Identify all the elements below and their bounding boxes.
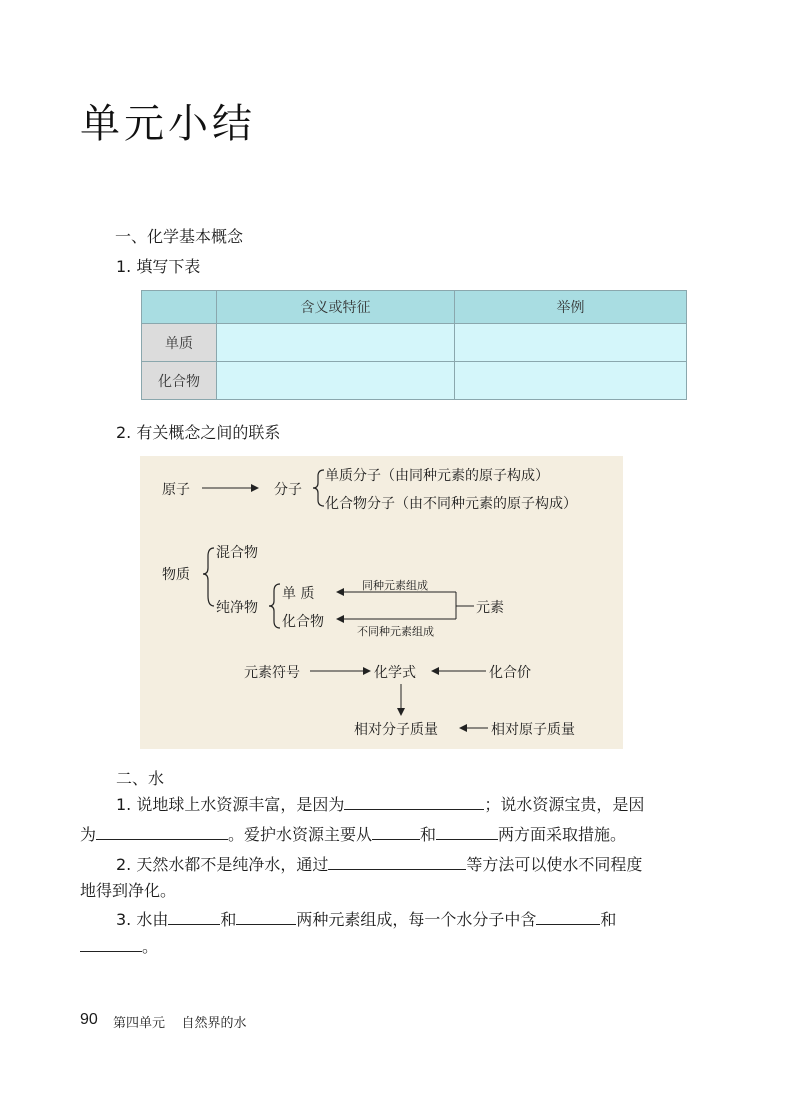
table-corner — [142, 291, 217, 324]
brace-molecule — [313, 470, 324, 506]
table-cell[interactable] — [455, 362, 687, 400]
question-3-line2 — [80, 932, 158, 962]
answer-blank[interactable] — [168, 906, 220, 925]
question-3-text-c: 两种元素组成，每一个水分子中含 — [296, 910, 537, 929]
node-molecule: 分子 — [274, 482, 302, 498]
question-3-text-a: 3. 水由 — [116, 910, 169, 929]
question-1-text-a: 1. 说地球上水资源丰富，是因为 — [116, 795, 345, 814]
question-1-text-e: 和 — [420, 825, 437, 844]
question-2-text-a: 2. 天然水都不是纯净水，通过 — [116, 855, 329, 874]
table-row-header: 单质 — [142, 324, 217, 362]
node-compound-molecule: 化合物分子（由不同种元素的原子构成） — [325, 496, 577, 512]
answer-blank[interactable] — [96, 821, 228, 840]
question-1-line2 — [80, 820, 626, 850]
node-substance: 物质 — [162, 567, 190, 583]
answer-blank[interactable] — [536, 906, 600, 925]
node-element: 元素 — [476, 600, 504, 616]
question-2-line1 — [116, 850, 642, 880]
node-pure: 纯净物 — [216, 600, 258, 616]
label-same-element: 同种元素组成 — [362, 579, 428, 592]
node-valence: 化合价 — [489, 665, 531, 681]
node-atomic-mass: 相对原子质量 — [491, 722, 575, 738]
fill-table — [141, 290, 687, 400]
question-1-text-b: ；说水资源宝贵，是因 — [484, 795, 645, 814]
question-1-line1 — [116, 790, 644, 820]
brace-pure — [269, 584, 280, 628]
table-cell[interactable] — [455, 324, 687, 362]
brace-substance — [203, 548, 214, 606]
page-title: 单元小结 — [80, 101, 256, 147]
answer-blank[interactable] — [328, 851, 466, 870]
node-compound: 化合物 — [282, 614, 324, 630]
page-number: 90 — [80, 1011, 98, 1028]
section1-heading: 一、化学基本概念 — [115, 227, 244, 246]
answer-blank[interactable] — [372, 821, 420, 840]
question-1-text-c: 为 — [80, 825, 97, 844]
table-header-example: 举例 — [455, 291, 687, 324]
concept-diagram — [140, 456, 623, 749]
question-2-line2: 地得到净化。 — [80, 881, 177, 900]
node-element-substance: 单 质 — [282, 586, 315, 602]
table-header-meaning: 含义或特征 — [217, 291, 455, 324]
table-row — [142, 324, 687, 362]
node-mixture: 混合物 — [216, 545, 258, 561]
node-atom: 原子 — [162, 482, 190, 498]
node-molecular-mass: 相对分子质量 — [354, 722, 438, 738]
table-row-header: 化合物 — [142, 362, 217, 400]
section1-item2: 2. 有关概念之间的联系 — [116, 423, 281, 442]
answer-blank[interactable] — [436, 821, 498, 840]
section1-item1: 1. 填写下表 — [116, 257, 201, 276]
question-3-text-b: 和 — [220, 910, 237, 929]
question-1-text-f: 两方面采取措施。 — [498, 825, 627, 844]
question-1-text-d: 。爱护水资源主要从 — [228, 825, 373, 844]
node-formula: 化学式 — [374, 665, 416, 681]
question-2-text-b: 等方法可以使水不同程度 — [466, 855, 643, 874]
question-3-line1 — [116, 905, 616, 935]
section2-heading: 二、水 — [116, 769, 165, 788]
answer-blank[interactable] — [344, 791, 484, 810]
label-diff-element: 不同种元素组成 — [357, 625, 434, 638]
node-elemental-molecule: 单质分子（由同种元素的原子构成） — [325, 468, 549, 484]
table-cell[interactable] — [217, 362, 455, 400]
running-footer: 第四单元 自然界的水 — [113, 1016, 247, 1031]
node-element-symbol: 元素符号 — [244, 665, 300, 681]
answer-blank[interactable] — [80, 933, 142, 952]
question-3-text-d: 和 — [600, 910, 617, 929]
table-row — [142, 362, 687, 400]
answer-blank[interactable] — [236, 906, 296, 925]
table-cell[interactable] — [217, 324, 455, 362]
question-3-text-e: 。 — [142, 937, 159, 956]
